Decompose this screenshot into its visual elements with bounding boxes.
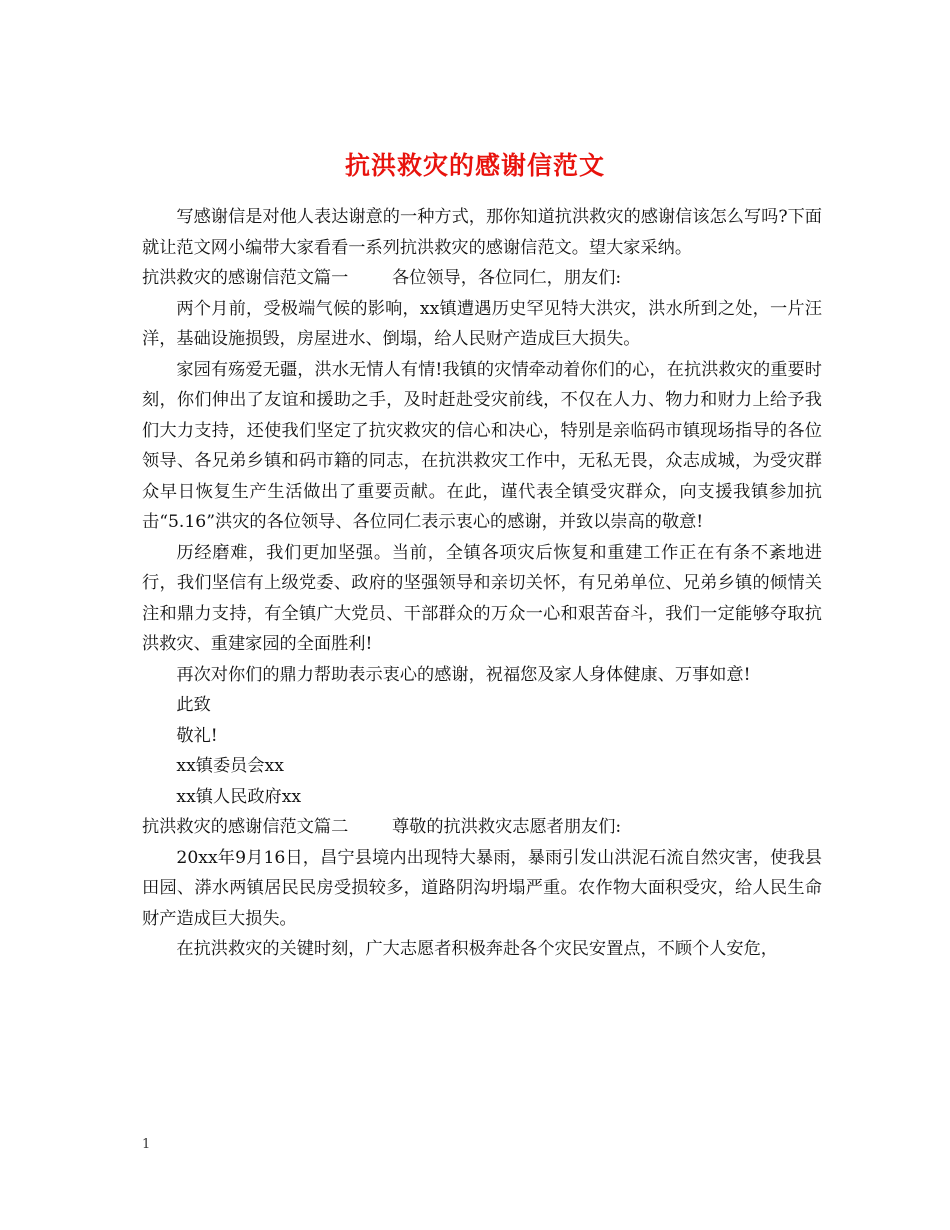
signature-line: xx镇委员会xx — [176, 756, 284, 776]
document-body — [142, 202, 822, 965]
intro-paragraph: 写感谢信是对他人表达谢意的一种方式，那你知道抗洪救灾的感谢信该怎么写吗?下面就让范文网小编带大家看看一系列抗洪救灾的感谢信范文。望大家采纳。 — [142, 207, 822, 258]
body-paragraph: 在抗洪救灾的关键时刻，广大志愿者积极奔赴各个灾民安置点，不顾个人安危， — [176, 939, 778, 959]
signature-line: xx镇人民政府xx — [176, 786, 302, 807]
body-paragraph: 家园有殇爱无疆，洪水无情人有情!我镇的灾情牵动着你们的心，在抗洪救灾的重要时刻，你们伸出了友谊和援助之手，及时赶赴受灾前线，不仅在人力、物力和财力上给予我们大力支持，还使我们坚定了抗灾救灾的信心和决心，特别是亲临码市镇现场指导的各位领导、各兄弟乡镇和码市籍的同志，在抗洪救灾工作中，无私无畏，众志成城，为受灾群众早日恢复生产生活做出了重要贡献。在此，谨代表全镇受灾群众，向支援我镇参加抗击“5.16”洪灾的各位领导、各位同仁表示衷心的感谢，并致以崇高的敬意! — [142, 359, 822, 532]
body-paragraph: 20xx年9月16日，昌宁县境内出现特大暴雨，暴雨引发山洪泥石流自然灾害，使我县田园、漭水两镇居民民房受损较多，道路阴沟坍塌严重。农作物大面积受灾，给人民生命财产造成巨大损失。 — [142, 847, 822, 929]
closing-line: 此致 — [176, 695, 211, 715]
body-paragraph: 两个月前，受极端气候的影响，xx镇遭遇历史罕见特大洪灾，洪水所到之处，一片汪洋，基础设施损毁，房屋进水、倒塌，给人民财产造成巨大损失。 — [142, 298, 822, 349]
section-heading-1: 抗洪救灾的感谢信范文篇一 各位领导，各位同仁，朋友们: — [142, 268, 622, 288]
body-paragraph: 再次对你们的鼎力帮助表示衷心的感谢，祝福您及家人身体健康、万事如意! — [176, 664, 751, 685]
page-number: 1 — [142, 1137, 151, 1152]
closing-line: 敬礼! — [176, 725, 218, 746]
document-title: 抗洪救灾的感谢信范文 — [344, 150, 605, 180]
body-paragraph: 历经磨难，我们更加坚强。当前，全镇各项灾后恢复和重建工作正在有条不紊地进行，我们坚信有上级党委、政府的坚强领导和亲切关怀，有兄弟单位、兄弟乡镇的倾情关注和鼎力支持，有全镇广大党员、干部群众的万众一心和艰苦奋斗，我们一定能够夺取抗洪救灾、重建家园的全面胜利! — [142, 542, 822, 654]
section-heading-2: 抗洪救灾的感谢信范文篇二 尊敬的抗洪救灾志愿者朋友们: — [142, 817, 622, 837]
